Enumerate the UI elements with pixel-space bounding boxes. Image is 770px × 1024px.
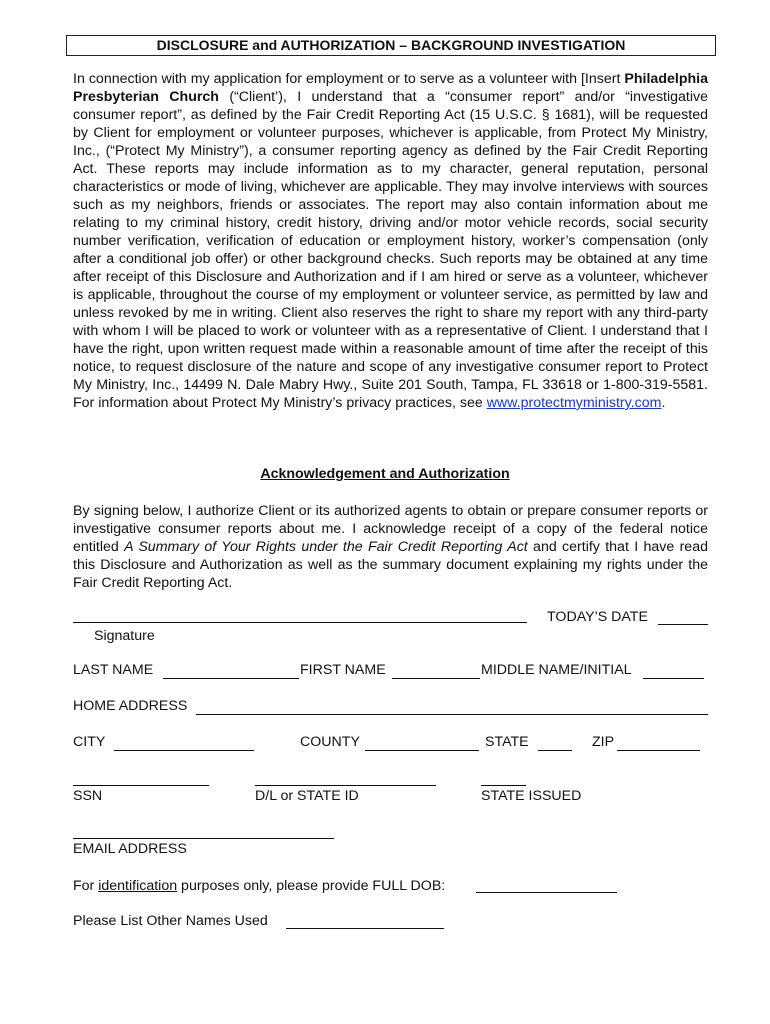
home-address-field[interactable] [196, 714, 708, 715]
zip-field[interactable] [617, 750, 700, 751]
last-name-label: LAST NAME [73, 662, 154, 678]
email-field[interactable] [73, 838, 334, 839]
disclosure-intro: In connection with my application for employment or to serve as a volunteer with [Insert [73, 71, 625, 87]
city-label: CITY [73, 734, 106, 750]
dob-label-post: purposes only, please provide FULL DOB: [177, 878, 446, 894]
zip-label: ZIP [592, 734, 615, 750]
authorization-part2: and certify that I have read this Disclosure and Authorization as well as the summary document explaining my rights under the Fair Credit Reporting Act. [73, 539, 708, 591]
dob-label-identification: identification [98, 878, 178, 894]
fcra-summary-title: A Summary of Your Rights under the Fair Credit Reporting Act [124, 539, 528, 555]
todays-date-label: TODAY’S DATE [547, 609, 648, 625]
middle-name-label: MIDDLE NAME/INITIAL [481, 662, 632, 678]
middle-name-field[interactable] [643, 678, 704, 679]
dl-field[interactable] [255, 785, 436, 786]
ministry-website-link[interactable]: www.protectmyministry.com [486, 395, 662, 411]
other-names-label: Please List Other Names Used [73, 913, 268, 929]
disclosure-body: (“Client’), I understand that a “consumer report” and/or “investigative consumer report”, as defined by the Fair Credit Reporting Act (15 U.S.C. § 1681), will be requested by Client for employment or volunteer purposes, whichever is applicable, from Protect My Ministry, Inc., (“Protect My Ministry”), a consumer reporting agency as defined by the Fair Credit Reporting Act. These reports may include information as to my character, general reputation, personal characteristics or mode of living, whichever are applicable. They may involve interviews with sources such as my neighbors, friends or associates. The report may also contain information about me relating to my criminal history, credit history, driving and/or motor vehicle records, social security number verification, verification of education or employment history, worker’s compensation (only after a conditional job offer) or other background checks. Such reports may be obtained at any time after receipt of this Disclosure and Authorization and if I am hired or serve as a volunteer, whichever is applicable, throughout the course of my employment or volunteer service, as permitted by law and unless revoked by me in writing. Client also reserves the right to share my report with any third-party with whom I will be placed to work or volunteer with as a representative of Client. I understand that I have the right, upon written request made within a reasonable amount of time after the receipt of this notice, to request disclosure of the nature and scope of any investigative consumer report to Protect My Ministry, Inc., 14499 N. Dale Mabry Hwy., Suite 201 South, Tampa, FL 33618 or 1-800-319-5581. For information about Protect My Ministry’s privacy practices, see [73, 89, 708, 411]
todays-date-field[interactable] [658, 624, 708, 625]
church-name: Philadelphia Presbyterian Church [73, 71, 708, 105]
ssn-label: SSN [73, 788, 103, 804]
state-issued-field[interactable] [481, 785, 526, 786]
ssn-field[interactable] [73, 785, 209, 786]
document-title: DISCLOSURE and AUTHORIZATION – BACKGROUND INVESTIGATION [66, 35, 716, 56]
dl-label: D/L or STATE ID [255, 788, 359, 804]
authorization-paragraph [73, 502, 708, 592]
county-label: COUNTY [300, 734, 360, 750]
signature-label: Signature [94, 628, 155, 644]
email-label: EMAIL ADDRESS [73, 841, 187, 857]
city-field[interactable] [114, 750, 254, 751]
state-label: STATE [485, 734, 529, 750]
state-field[interactable] [538, 750, 572, 751]
home-address-label: HOME ADDRESS [73, 698, 188, 714]
signature-field[interactable] [73, 622, 527, 623]
county-field[interactable] [365, 750, 479, 751]
disclosure-end: . [661, 395, 666, 411]
first-name-label: FIRST NAME [300, 662, 386, 678]
first-name-field[interactable] [392, 678, 480, 679]
state-issued-label: STATE ISSUED [481, 788, 582, 804]
other-names-field[interactable] [286, 928, 444, 929]
disclosure-paragraph [73, 70, 708, 412]
last-name-field[interactable] [163, 678, 299, 679]
dob-label-pre: For [73, 878, 99, 894]
authorization-part1: By signing below, I authorize Client or its authorized agents to obtain or prepare consumer reports or investigative consumer reports about me. I acknowledge receipt of a copy of the federal notice entitled [73, 503, 708, 555]
dob-field[interactable] [476, 892, 617, 893]
dob-label [73, 877, 445, 895]
acknowledgement-heading: Acknowledgement and Authorization [260, 466, 510, 482]
